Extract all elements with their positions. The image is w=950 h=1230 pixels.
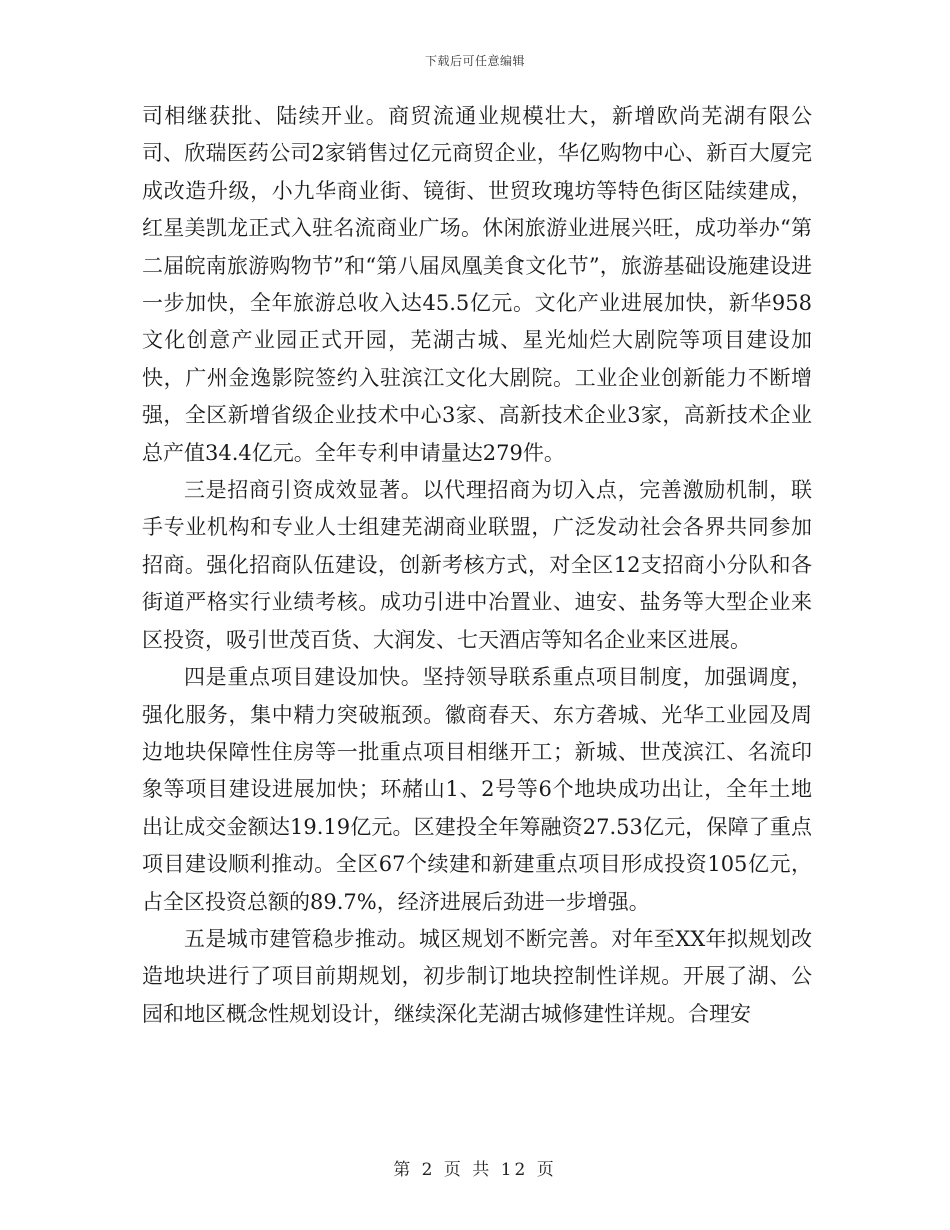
page-footer: 第 2 页 共 12 页: [393, 1160, 557, 1180]
paragraph-continuation: 司相继获批、陆续开业。商贸流通业规模壮大，新增欧尚芜湖有限公司、欣瑞医药公司2家销售过亿元商贸企业，华亿购物中心、新百大厦完成改造升级，小九华商业街、镜街、世贸玫瑰坊等特色街区陆续建成，红星美凯龙正式入驻名流商业广场。休闲旅游业进展兴旺，成功举办“第二届皖南旅游购物节”和“第八届凤凰美食文化节”，旅游基础设施建设进一步加快，全年旅游总收入达45.5亿元。文化产业进展加快，新华958文化创意产业园正式开园，芜湖古城、星光灿烂大剧院等项目建设加快，广州金逸影院签约入驻滨江文化大剧院。工业企业创新能力不断增强，全区新增省级企业技术中心3家、高新技术企业3家，高新技术企业总产值34.4亿元。全年专利申请量达279件。: [142, 104, 812, 465]
paragraph-key-projects: 四是重点项目建设加快。坚持领导联系重点项目制度，加强调度，强化服务，集中精力突破瓶颈。徽商春天、东方砻城、光华工业园及周边地块保障性住房等一批重点项目相继开工；新城、世茂滨江、名流印象等项目建设进展加快；环赭山1、2号等6个地块成功出让，全年土地出让成交金额达19.19亿元。区建投全年筹融资27.53亿元，保障了重点项目建设顺利推动。全区67个续建和新建重点项目形成投资105亿元，占全区投资总额的89.7%，经济进展后劲进一步增强。: [142, 665, 812, 914]
page-header: 下载后可任意编辑: [424, 54, 525, 68]
document-body: [142, 98, 812, 1033]
paragraph-investment: 三是招商引资成效显著。以代理招商为切入点，完善激励机制，联手专业机构和专业人士组建芜湖商业联盟，广泛发动社会各界共同参加招商。强化招商队伍建设，创新考核方式，对全区12支招商小分队和各街道严格实行业绩考核。成功引进中冶置业、迪安、盐务等大型企业来区投资，吸引世茂百货、大润发、七天酒店等知名企业来区进展。: [142, 478, 812, 652]
paragraph-urban-construction: 五是城市建管稳步推动。城区规划不断完善。对年至XX年拟规划改造地块进行了项目前期规划，初步制订地块控制性详规。开展了湖、公园和地区概念性规划设计，继续深化芜湖古城修建性详规。合理安: [142, 926, 812, 1026]
